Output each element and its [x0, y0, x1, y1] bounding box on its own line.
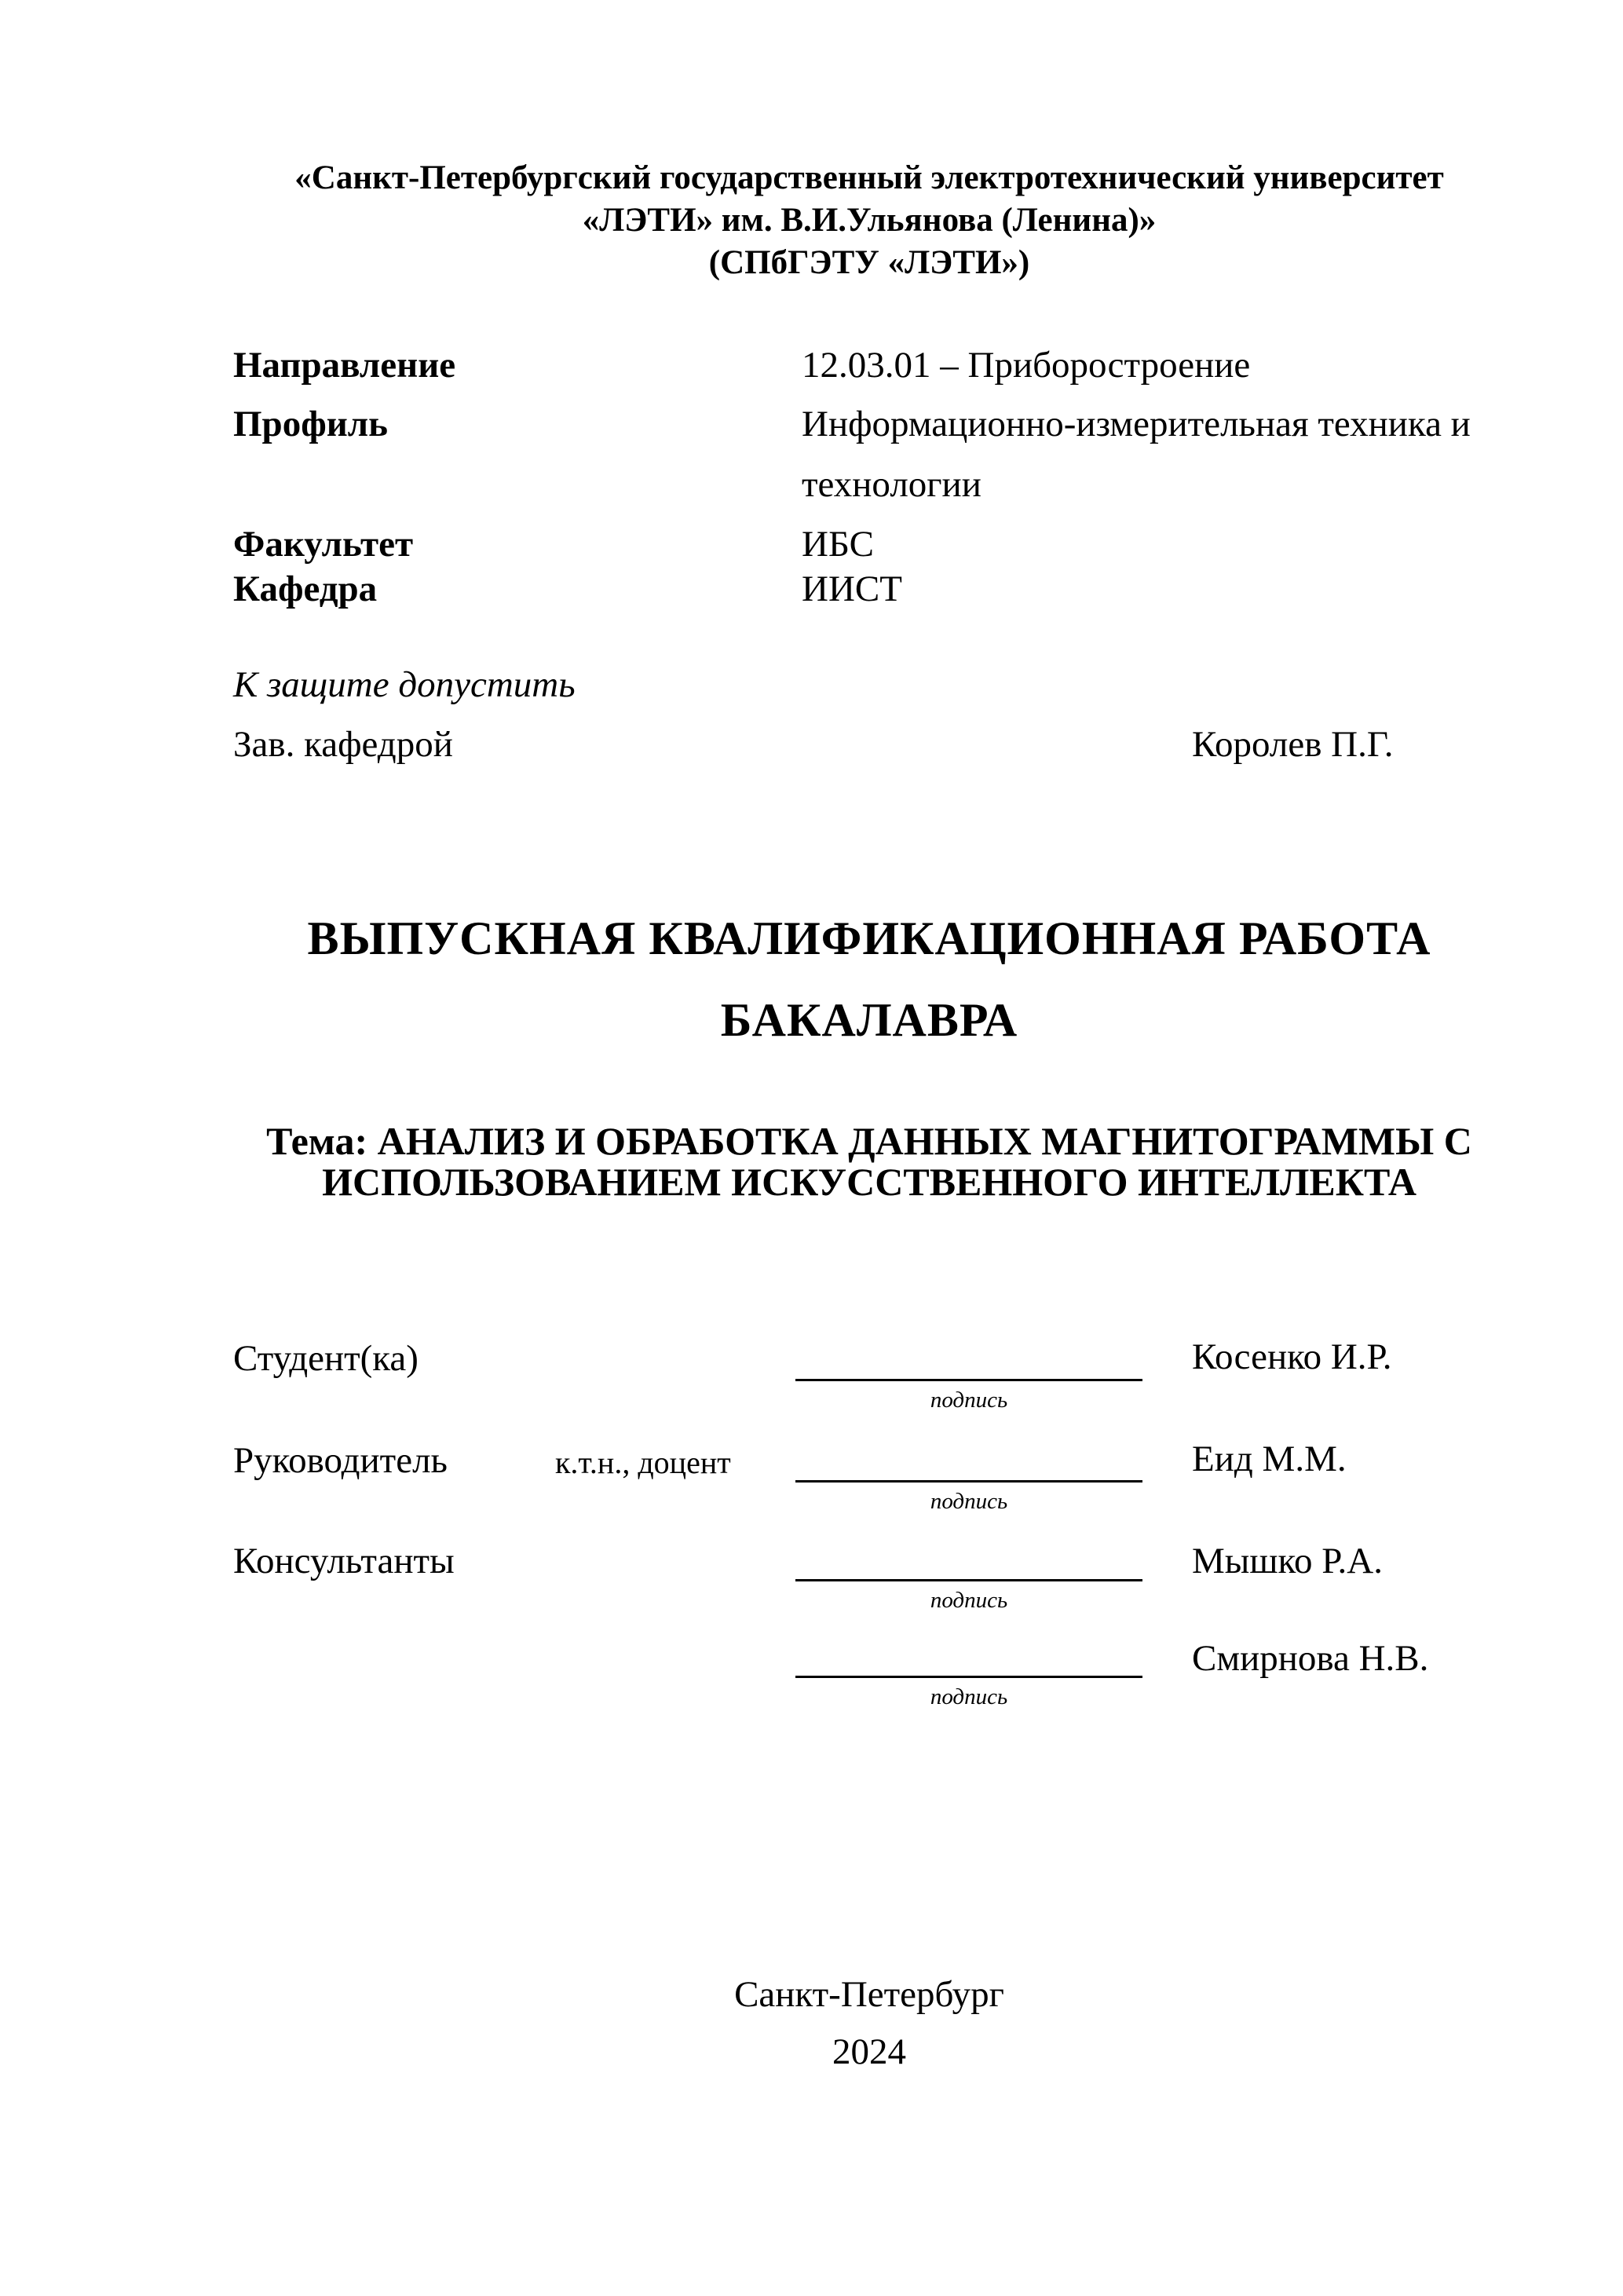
supervisor-label: Руководитель [233, 1440, 448, 1481]
supervisor-signature-line [795, 1480, 1142, 1483]
profile-value-line1: Информационно-измерительная техника и [802, 404, 1471, 444]
profile-value-line2: технологии [802, 464, 981, 505]
faculty-value: ИБС [802, 524, 874, 565]
student-signature-line [795, 1379, 1142, 1381]
department-value: ИИСТ [802, 569, 902, 609]
work-title-line2: БАКАЛАВРА [720, 994, 1018, 1046]
head-of-department-name: Королев П.Г. [1192, 724, 1394, 765]
department-label: Кафедра [233, 569, 378, 609]
work-title-line1: ВЫПУСКНАЯ КВАЛИФИКАЦИОННАЯ РАБОТА [307, 912, 1431, 964]
university-name-line2: «ЛЭТИ» им. В.И.Ульянова (Ленина)» [582, 202, 1157, 239]
direction-value: 12.03.01 – Приборостроение [802, 345, 1251, 386]
consultant1-name: Мышко Р.А. [1192, 1541, 1383, 1581]
student-name: Косенко И.Р. [1192, 1336, 1392, 1377]
student-label: Студент(ка) [233, 1338, 419, 1379]
supervisor-name: Еид М.М. [1192, 1439, 1347, 1479]
student-signature-caption: подпись [930, 1387, 1008, 1413]
university-name-line1: «Санкт-Петербургский государственный электротехнический университет [294, 159, 1444, 196]
direction-label: Направление [233, 345, 456, 386]
consultant1-signature-line [795, 1579, 1142, 1581]
consultant1-signature-caption: подпись [930, 1588, 1008, 1613]
footer-city: Санкт-Петербург [734, 1974, 1004, 2015]
supervisor-signature-caption: подпись [930, 1489, 1008, 1514]
university-abbreviation: (СПбГЭТУ «ЛЭТИ») [708, 244, 1030, 281]
consultant2-signature-line [795, 1676, 1142, 1678]
consultant2-name: Смирнова Н.В. [1192, 1638, 1429, 1679]
faculty-label: Факультет [233, 524, 414, 565]
footer-year: 2024 [832, 2031, 906, 2072]
admission-note: К защите допустить [233, 664, 576, 705]
topic-line1: Тема: АНАЛИЗ И ОБРАБОТКА ДАННЫХ МАГНИТОГРАММЫ С [266, 1119, 1472, 1163]
head-of-department-label: Зав. кафедрой [233, 724, 453, 765]
supervisor-degree: к.т.н., доцент [555, 1445, 731, 1480]
topic-line2: ИСПОЛЬЗОВАНИЕМ ИСКУССТВЕННОГО ИНТЕЛЛЕКТА [322, 1160, 1416, 1204]
consultant2-signature-caption: подпись [930, 1684, 1008, 1709]
consultants-label: Консультанты [233, 1541, 455, 1581]
profile-label: Профиль [233, 404, 389, 444]
